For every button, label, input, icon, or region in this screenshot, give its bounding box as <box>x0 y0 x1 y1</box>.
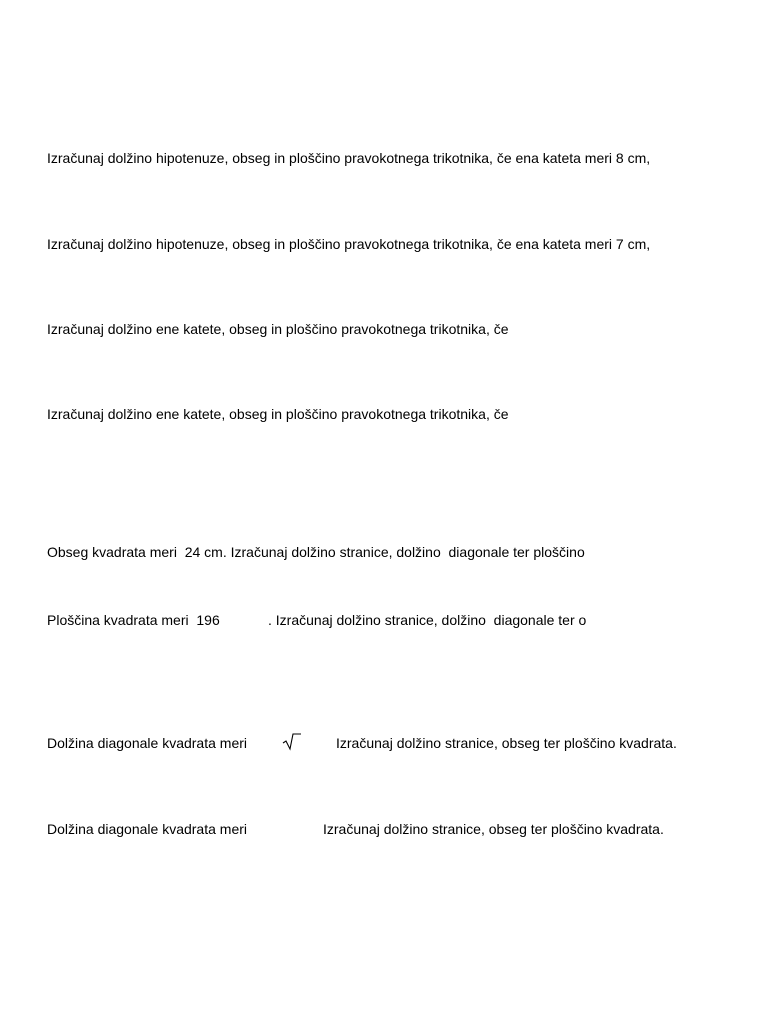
problem-7-text-end: Izračunaj dolžino stranice, obseg ter ploščino kvadrata. <box>336 735 677 751</box>
problem-4-text: Izračunaj dolžino ene katete, obseg in ploščino pravokotnega trikotnika, če <box>47 406 509 422</box>
problem-6-text-start: Ploščina kvadrata meri 196 <box>47 612 220 628</box>
square-root-icon <box>282 731 302 751</box>
problem-3-text: Izračunaj dolžino ene katete, obseg in ploščino pravokotnega trikotnika, če <box>47 321 509 337</box>
problem-8-text-start: Dolžina diagonale kvadrata meri <box>47 821 247 837</box>
problem-1-text: Izračunaj dolžino hipotenuze, obseg in ploščino pravokotnega trikotnika, če ena kateta meri 8 cm, <box>47 150 651 166</box>
problem-6-text-end: . Izračunaj dolžino stranice, dolžino diagonale ter o <box>268 612 587 628</box>
problem-7-text-start: Dolžina diagonale kvadrata meri <box>47 735 247 751</box>
problem-8-text-end: Izračunaj dolžino stranice, obseg ter ploščino kvadrata. <box>323 821 664 837</box>
problem-2-text: Izračunaj dolžino hipotenuze, obseg in ploščino pravokotnega trikotnika, če ena kateta meri 7 cm, <box>47 236 651 252</box>
problem-5-text: Obseg kvadrata meri 24 cm. Izračunaj dolžino stranice, dolžino diagonale ter ploščino <box>47 544 585 560</box>
